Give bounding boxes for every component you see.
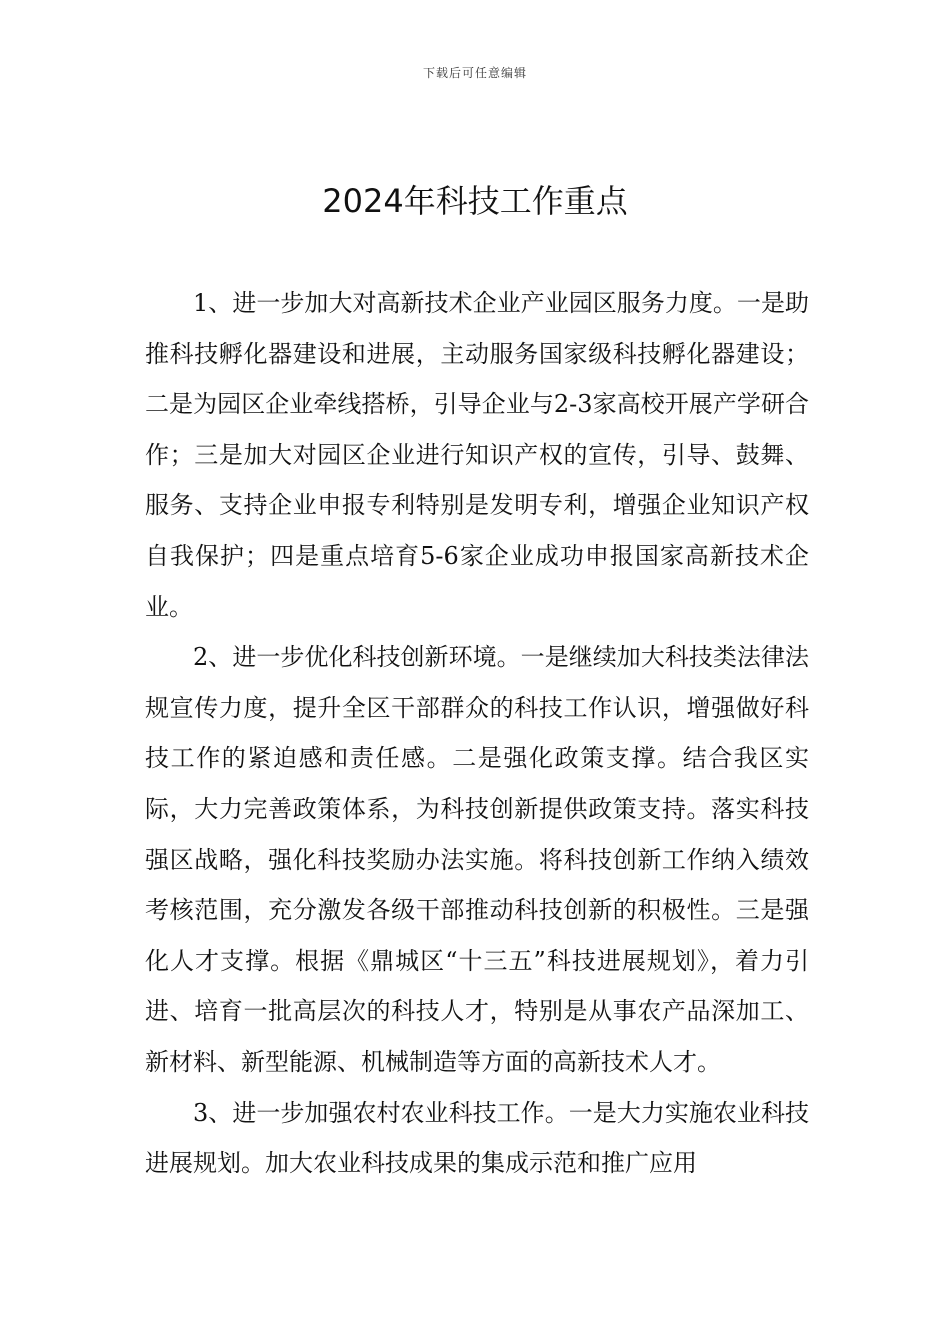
- paragraph-1: 1、进一步加大对高新技术企业产业园区服务力度。一是助推科技孵化器建设和进展，主动服务国家级科技孵化器建设；二是为园区企业牵线搭桥，引导企业与2-3家高校开展产学研合作；三是加大对园区企业进行知识产权的宣传，引导、鼓舞、服务、支持企业申报专利特别是发明专利，增强企业知识产权自我保护；四是重点培育5-6家企业成功申报国家高新技术企业。: [145, 289, 809, 621]
- document-body: [145, 278, 809, 1189]
- paragraph-2: 2、进一步优化科技创新环境。一是继续加大科技类法律法规宣传力度，提升全区干部群众的科技工作认识，增强做好科技工作的紧迫感和责任感。二是强化政策支撑。结合我区实际，大力完善政策体系，为科技创新提供政策支持。落实科技强区战略，强化科技奖励办法实施。将科技创新工作纳入绩效考核范围，充分激发各级干部推动科技创新的积极性。三是强化人才支撑。根据《鼎城区“十三五”科技进展规划》，着力引进、培育一批高层次的科技人才，特别是从事农产品深加工、新材料、新型能源、机械制造等方面的高新技术人才。: [145, 643, 809, 1076]
- paragraph-3: 3、进一步加强农村农业科技工作。一是大力实施农业科技进展规划。加大农业科技成果的集成示范和推广应用: [145, 1098, 809, 1178]
- header-note: 下载后可任意编辑: [422, 66, 527, 80]
- document-title: 2024年科技工作重点: [322, 182, 628, 220]
